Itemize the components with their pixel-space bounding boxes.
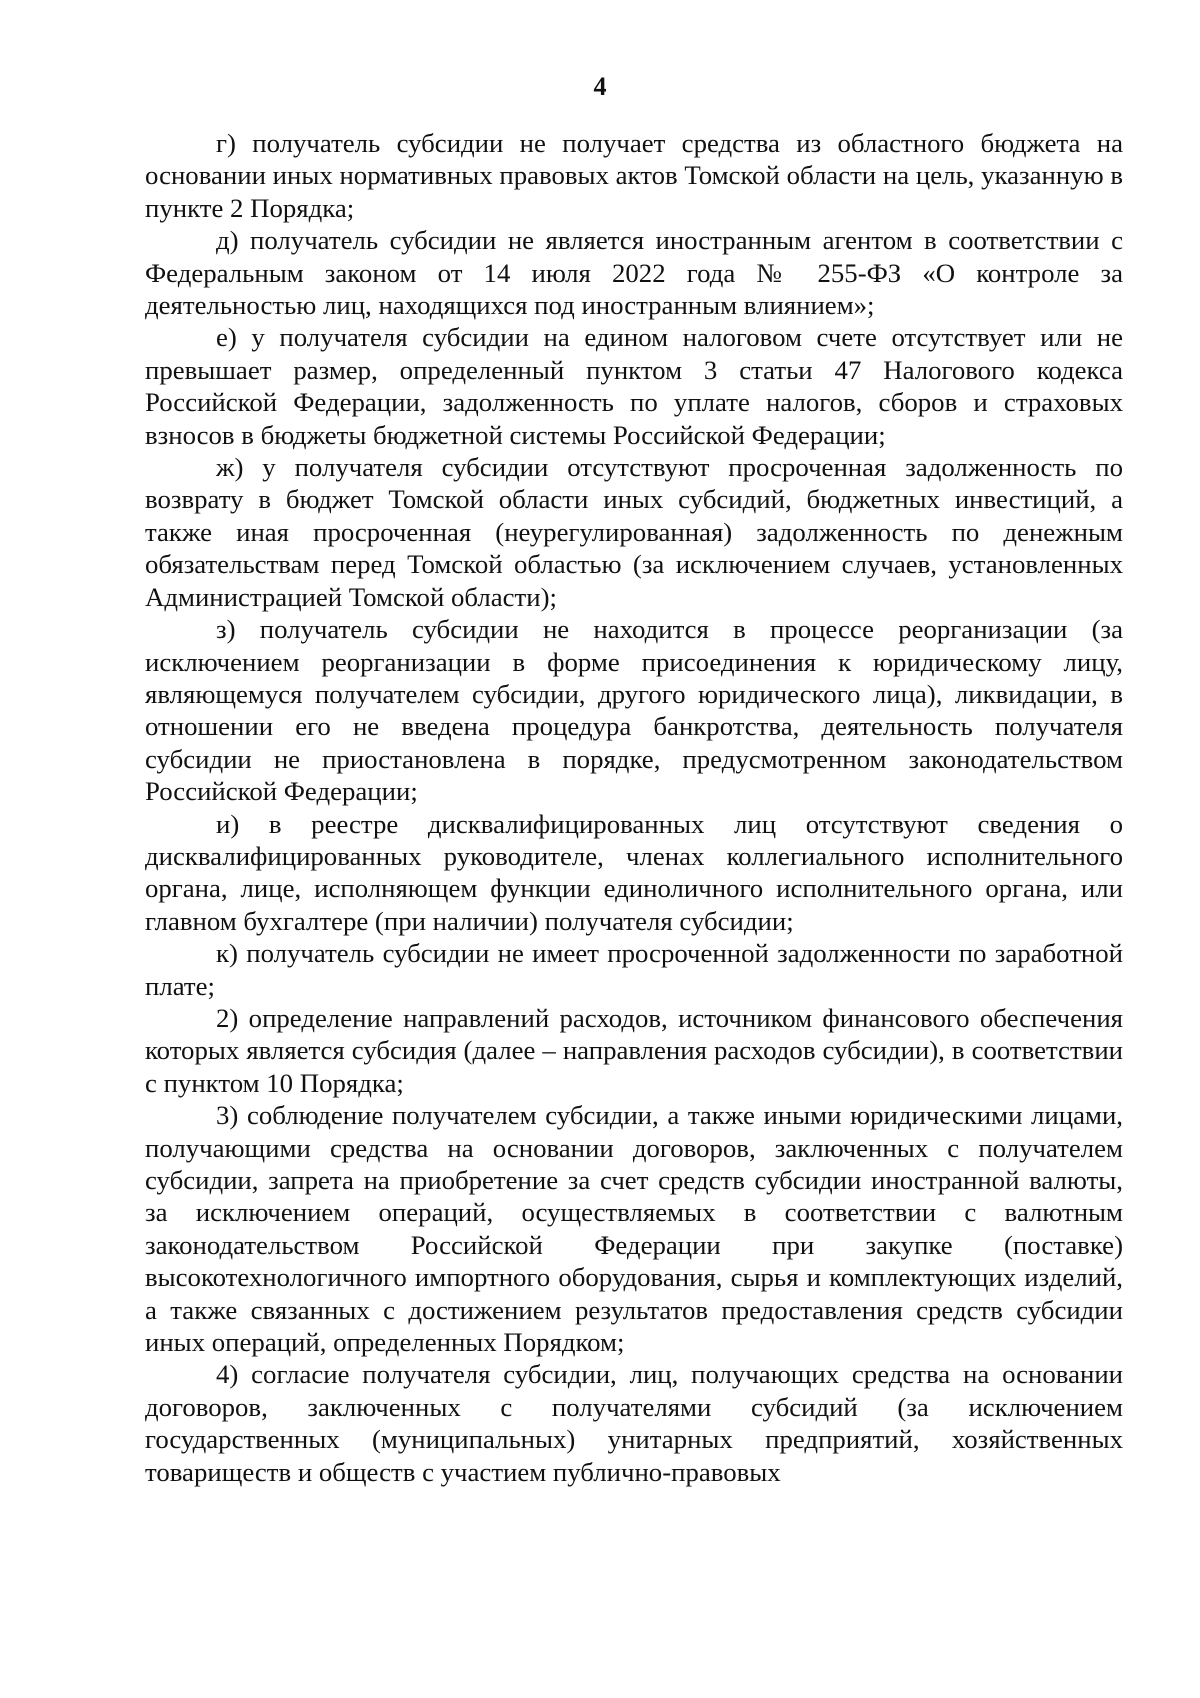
paragraph-k: к) получатель субсидии не имеет просроченной задолженности по заработной плате;: [145, 938, 1123, 1001]
page-number: 4: [593, 72, 607, 101]
document-body: [145, 127, 1123, 1488]
paragraph-i: и) в реестре дисквалифицированных лиц отсутствуют сведения о дисквалифицированных руководителе, членах коллегиального исполнительного органа, лице, исполняющем функции единоличного исполнительного органа, или главном бухгалтере (при наличии) получателя субсидии;: [145, 808, 1123, 936]
paragraph-3: 3) соблюдение получателем субсидии, а также иными юридическими лицами, получающими средства на основании договоров, заключенных с получателем субсидии, запрета на приобретение за счет средств субсидии иностранной валюты, за исключением операций, осуществляемых в соответствии с валютным законодательством Российской Федерации при закупке (поставке) высокотехнологичного импортного оборудования, сырья и комплектующих изделий, а также связанных с достижением результатов предоставления средств субсидии иных операций, определенных Порядком;: [145, 1100, 1123, 1358]
paragraph-4: 4) согласие получателя субсидии, лиц, получающих средства на основании договоров, заключенных с получателями субсидий (за исключением государственных (муниципальных) унитарных предприятий, хозяйственных товариществ и обществ с участием публично-правовых: [145, 1359, 1123, 1487]
paragraph-z: з) получатель субсидии не находится в процессе реорганизации (за исключением реорганизации в форме присоединения к юридическому лицу, являющемуся получателем субсидии, другого юридического лица), ликвидации, в отношении его не введена процедура банкротства, деятельность получателя субсидии не приостановлена в порядке, предусмотренном законодательством Российской Федерации;: [145, 614, 1123, 807]
paragraph-e: е) у получателя субсидии на едином налоговом счете отсутствует или не превышает размер, определенный пунктом 3 статьи 47 Налогового кодекса Российской Федерации, задолженность по уплате налогов, сборов и страховых взносов в бюджеты бюджетной системы Российской Федерации;: [145, 322, 1123, 450]
paragraph-g: г) получатель субсидии не получает средства из областного бюджета на основании иных нормативных правовых актов Томской области на цель, указанную в пункте 2 Порядка;: [145, 128, 1123, 223]
paragraph-2: 2) определение направлений расходов, источником финансового обеспечения которых является субсидия (далее – направления расходов субсидии), в соответствии с пунктом 10 Порядка;: [145, 1002, 1123, 1098]
paragraph-d: д) получатель субсидии не является иностранным агентом в соответствии с Федеральным законом от 14 июля 2022 года № 255-ФЗ «О контроле за деятельностью лиц, находящихся под иностранным влиянием»;: [145, 225, 1123, 321]
paragraph-zh: ж) у получателя субсидии отсутствуют просроченная задолженность по возврату в бюджет Томской области иных субсидий, бюджетных инвестиций, а также иная просроченная (неурегулированная) задолженность по денежным обязательствам перед Томской областью (за исключением случаев, установленных Администрацией Томской области);: [145, 452, 1123, 612]
